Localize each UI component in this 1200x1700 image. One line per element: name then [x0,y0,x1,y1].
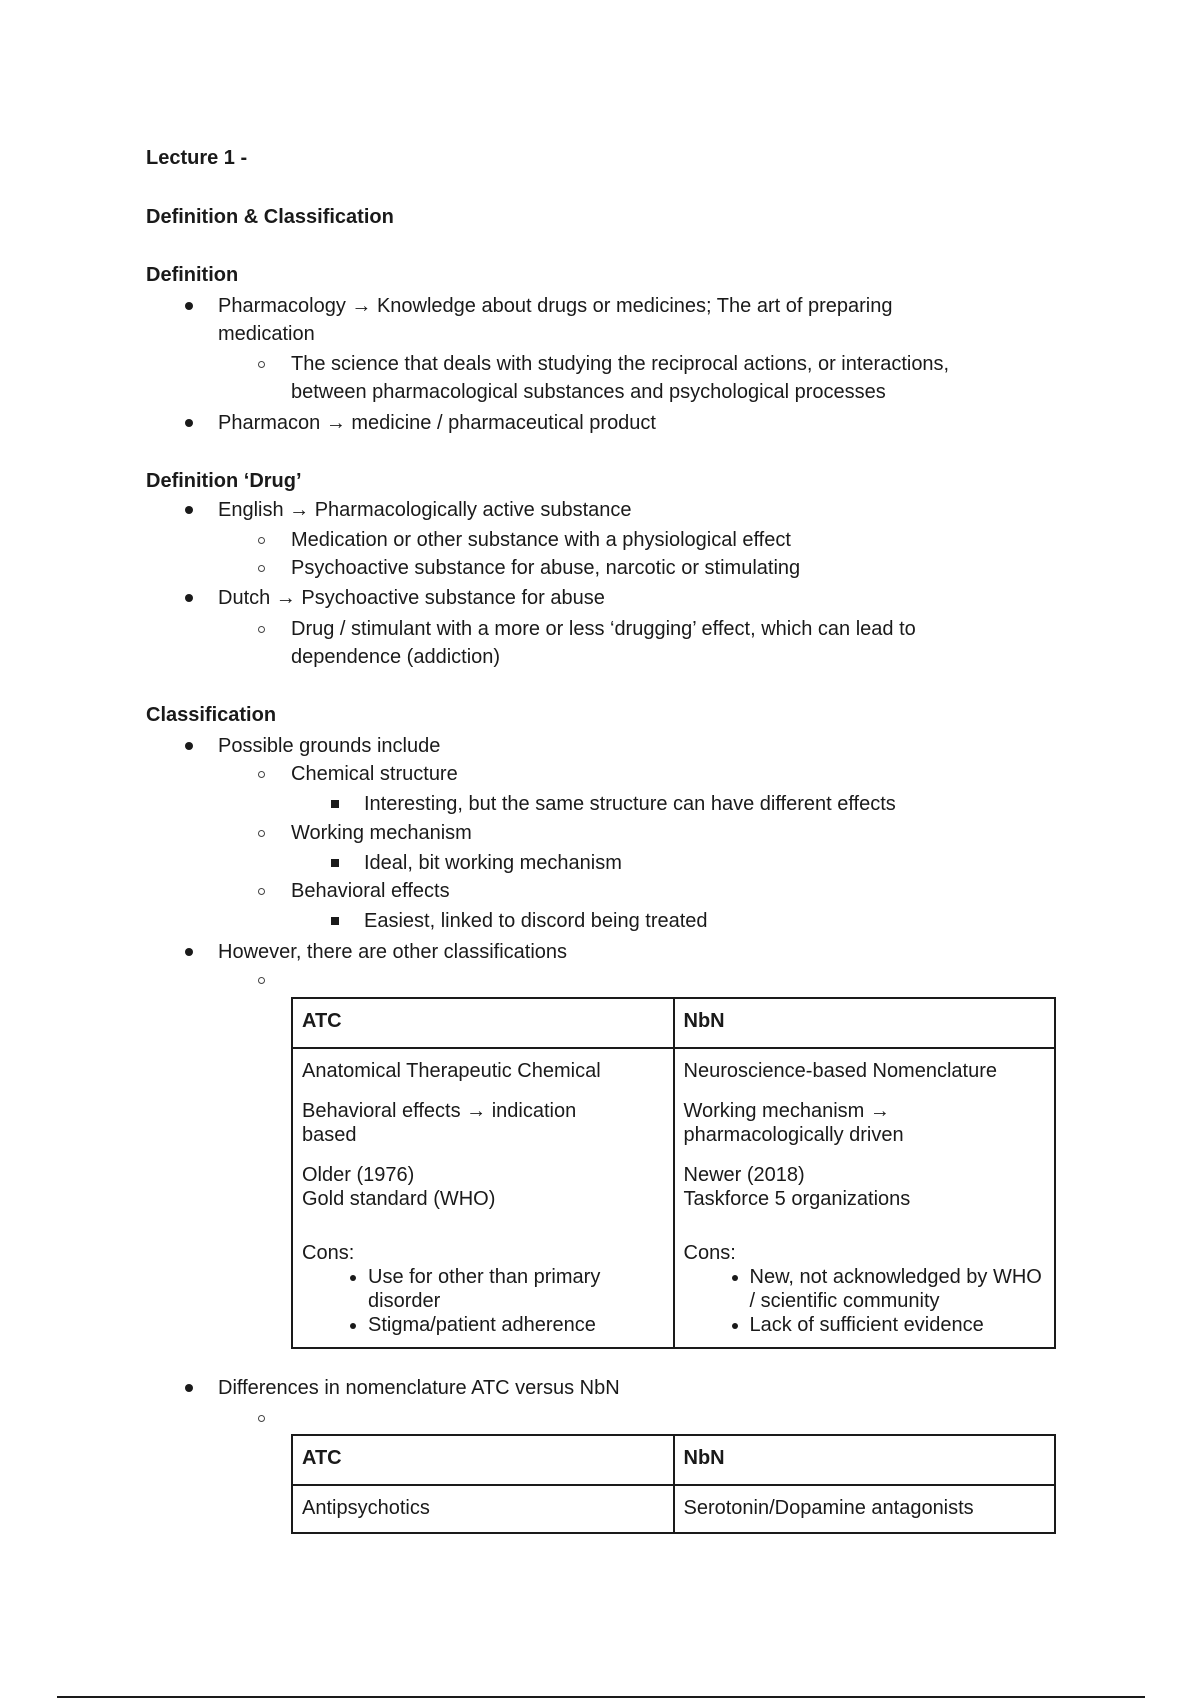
circle-bullet-icon [258,771,265,778]
circle-bullet-icon [258,626,265,633]
sub-list-item: Behavioral effects [291,880,450,902]
nomenclature-table [291,1434,1056,1534]
sub-sub-list-item: Easiest, linked to discord being treated [364,910,708,932]
bullet-icon [185,419,193,427]
nbn-basis-line2: pharmacologically driven [683,1124,904,1146]
nbn-cell [674,1048,1056,1348]
sub-list-item: Medication or other substance with a physiological effect [291,529,791,551]
square-bullet-icon [331,859,339,867]
sub-list-item: Drug / stimulant with a more or less ‘drugging’ effect, which can lead to [291,618,916,640]
bullet-icon [185,506,193,514]
drug-heading: Definition ‘Drug’ [146,470,302,492]
square-bullet-icon [331,917,339,925]
square-bullet-icon [331,800,339,808]
list-item-cont: medication [218,323,315,345]
table-header-atc: ATC [292,998,674,1048]
circle-bullet-icon [258,888,265,895]
section-heading: Definition & Classification [146,206,394,228]
nbn-status: Taskforce 5 organizations [683,1188,911,1210]
table-header-nbn: NbN [674,1435,1056,1485]
nbn-con: • New, not acknowledged by WHO / scientific community [750,1265,1046,1313]
atc-name: Anatomical Therapeutic Chemical [302,1060,601,1082]
list-item: Dutch → Psychoactive substance for abuse [218,587,605,609]
nbn-name: Neuroscience-based Nomenclature [683,1060,997,1082]
sub-list-item-cont: between pharmacological substances and psychological processes [291,381,886,403]
circle-bullet-icon [258,565,265,572]
bullet-icon [185,948,193,956]
atc-status: Gold standard (WHO) [302,1188,496,1210]
atc-cons-label: Cons: [302,1242,355,1264]
atc-nbn-comparison-table [291,997,1056,1349]
sub-list-item: Chemical structure [291,763,458,785]
table-row [292,1485,1055,1533]
bullet-icon [185,302,193,310]
nbn-basis-line1: Working mechanism → [683,1100,890,1122]
sub-list-item: The science that deals with studying the reciprocal actions, or interactions, [291,353,950,375]
sub-sub-list-item: Ideal, bit working mechanism [364,852,622,874]
classification-heading: Classification [146,704,277,726]
circle-bullet-icon [258,830,265,837]
table-row [292,1048,1055,1348]
atc-basis [302,1099,664,1147]
atc-con: • Use for other than primary disorder [368,1265,664,1313]
table-cell: Antipsychotics [292,1485,674,1533]
sub-list-item-cont: dependence (addiction) [291,646,501,668]
atc-info [302,1163,664,1211]
bullet-icon [185,594,193,602]
atc-cell [292,1048,674,1348]
circle-bullet-icon [258,1415,265,1422]
circle-bullet-icon [258,537,265,544]
nbn-info [684,1163,1046,1211]
definition-heading: Definition [146,264,239,286]
list-item: Pharmacology → Knowledge about drugs or medicines; The art of preparing [218,295,893,317]
page-divider [57,1696,1145,1698]
sub-list-item: Psychoactive substance for abuse, narcotic or stimulating [291,557,801,579]
nbn-basis [684,1099,1046,1147]
list-item: However, there are other classifications [218,941,568,963]
list-item: English → Pharmacologically active substance [218,499,632,521]
list-item: Differences in nomenclature ATC versus NbN [218,1377,620,1399]
atc-basis-line1: Behavioral effects → indication [302,1100,577,1122]
table-header-nbn: NbN [674,998,1056,1048]
atc-basis-line2: based [302,1124,357,1146]
bullet-icon [185,1384,193,1392]
circle-bullet-icon [258,361,265,368]
lecture-title: Lecture 1 - [146,147,248,169]
table-header-atc: ATC [292,1435,674,1485]
sub-sub-list-item: Interesting, but the same structure can have different effects [364,793,896,815]
circle-bullet-icon [258,977,265,984]
atc-age: Older (1976) [302,1164,415,1186]
table-cell: Serotonin/Dopamine antagonists [674,1485,1056,1533]
nbn-cons-label: Cons: [683,1242,736,1264]
nbn-con: • Lack of sufficient evidence [750,1313,1046,1337]
atc-con: • Stigma/patient adherence [368,1313,664,1337]
list-item: Possible grounds include [218,735,441,757]
list-item: Pharmacon → medicine / pharmaceutical product [218,412,656,434]
bullet-icon [185,742,193,750]
sub-list-item: Working mechanism [291,822,472,844]
nbn-age: Newer (2018) [683,1164,805,1186]
